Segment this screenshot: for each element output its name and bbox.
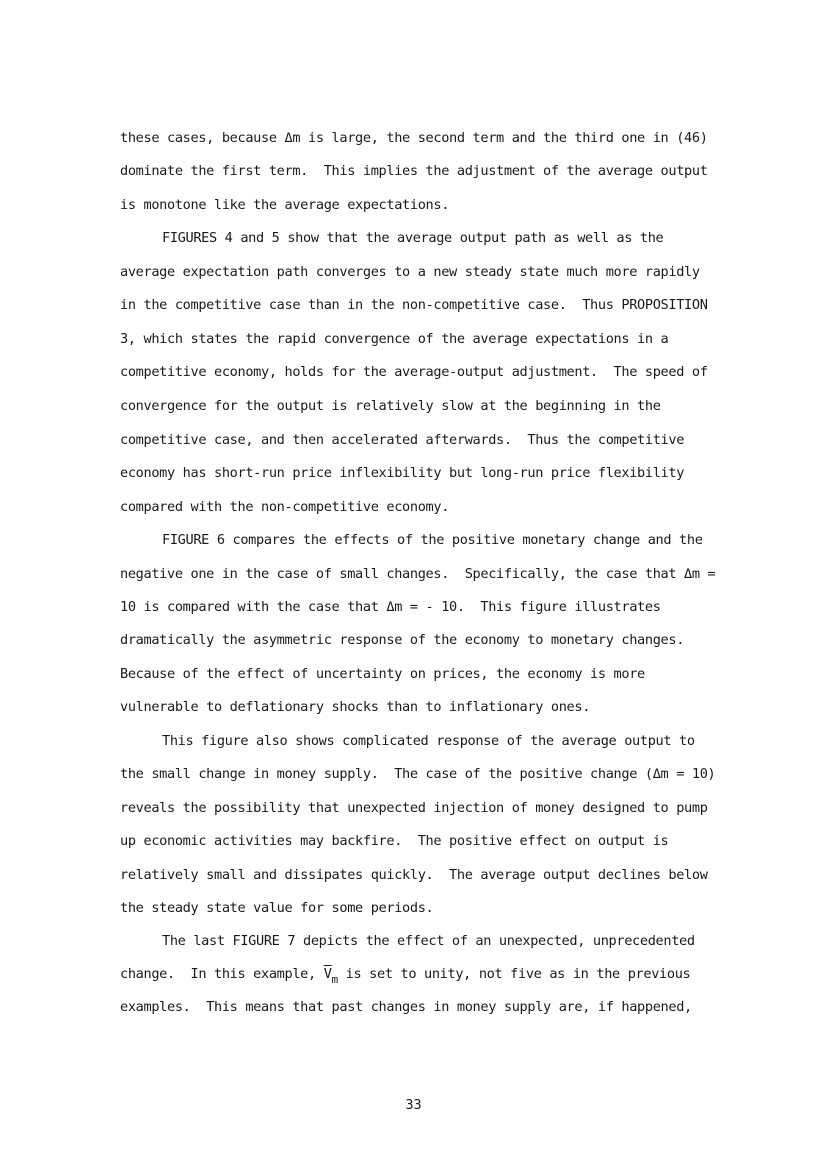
math-subscript: m — [331, 973, 338, 986]
paragraph-first-line: FIGURE 6 compares the effects of the positive monetary change and the — [162, 532, 703, 548]
math-symbol: $\overline{V}$ — [323, 966, 332, 982]
body-text-line: the steady state value for some periods. — [120, 900, 434, 916]
body-text-line: competitive economy, holds for the average-output adjustment. The speed of — [120, 364, 708, 380]
body-text-line: these cases, because Δm is large, the second term and the third one in (46) — [120, 130, 708, 146]
body-text-line: dominate the first term. This implies the adjustment of the average output — [120, 163, 708, 179]
body-text-line: dramatically the asymmetric response of the economy to monetary changes. — [120, 632, 685, 648]
body-text-line: vulnerable to deflationary shocks than to inflationary ones. — [120, 699, 591, 715]
paragraph-first-line: FIGURES 4 and 5 show that the average output path as well as the — [162, 230, 664, 246]
body-text-line: reveals the possibility that unexpected injection of money designed to pump — [120, 800, 708, 816]
body-text-line: economy has short-run price inflexibility but long-run price flexibility — [120, 465, 685, 481]
body-text-line: 10 is compared with the case that Δm = - 10. This figure illustrates — [120, 599, 661, 615]
paragraph-first-line: This figure also shows complicated response of the average output to — [162, 733, 695, 749]
body-text-line: Because of the effect of uncertainty on prices, the economy is more — [120, 666, 645, 682]
body-text-line: is monotone like the average expectations. — [120, 197, 450, 213]
body-text-line: negative one in the case of small changes. Specifically, the case that Δm = — [120, 566, 716, 582]
body-text-line: the small change in money supply. The case of the positive change (Δm = 10) — [120, 766, 716, 782]
body-text-line: in the competitive case than in the non-competitive case. Thus PROPOSITION — [120, 297, 708, 313]
body-text-line: compared with the non-competitive economy. — [120, 499, 450, 515]
body-text-line: examples. This means that past changes in money supply are, if happened, — [120, 999, 692, 1015]
body-text-line: average expectation path converges to a new steady state much more rapidly — [120, 264, 700, 280]
text-segment: is set to unity, not five as in the previous — [337, 966, 691, 982]
body-text-line: 3, which states the rapid convergence of the average expectations in a — [120, 331, 669, 347]
body-text-line: competitive case, and then accelerated afterwards. Thus the competitive — [120, 432, 685, 448]
paragraph-first-line: The last FIGURE 7 depicts the effect of an unexpected, unprecedented — [162, 933, 695, 949]
body-text-line: up economic activities may backfire. The positive effect on output is — [120, 833, 669, 849]
body-text-line: relatively small and dissipates quickly. The average output declines below — [120, 867, 708, 883]
body-text-line-with-math — [120, 966, 760, 986]
page-number: 33 — [405, 1097, 422, 1113]
text-segment: change. In this example, — [120, 966, 324, 982]
body-text-line: convergence for the output is relatively slow at the beginning in the — [120, 398, 661, 414]
